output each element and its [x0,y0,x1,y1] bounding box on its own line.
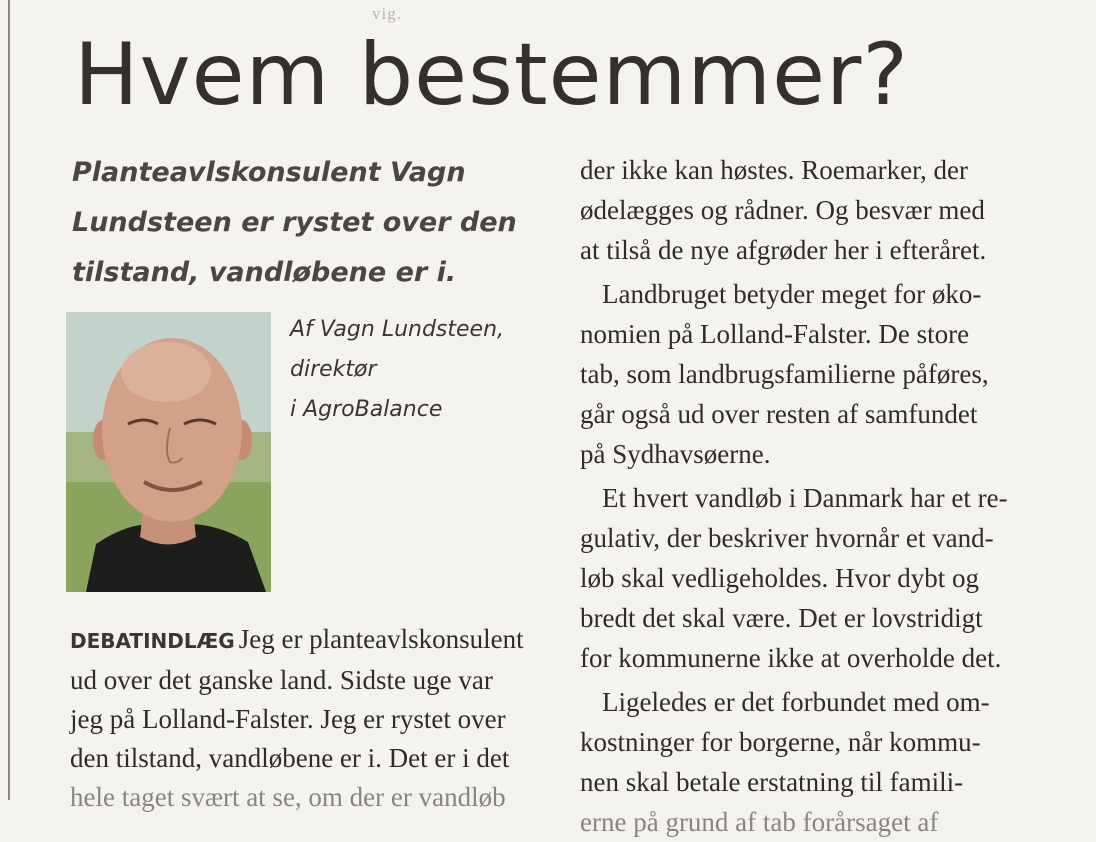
body-line: at tilså de nye afgrøder her i efteråret. [580,235,987,265]
body-line: for kommunerne ikke at overholde det. [580,643,1002,673]
byline [290,310,504,430]
byline-company: i AgroBalance [290,397,443,422]
article-body-left [70,620,548,817]
body-line-cropped: erne på grund af tab forårsaget af [580,807,939,837]
body-line: der ikke kan høstes. Roemarker, der [580,155,969,185]
body-line: gulativ, der beskriver hvornår et vand- [580,523,994,553]
body-line: løb skal vedligeholdes. Hvor dybt og [580,563,979,593]
article-headline: Hvem bestemmer? [74,25,909,125]
byline-author: Af Vagn Lundsteen, [290,317,505,342]
lead-line: tilstand, vandløbene er i. [72,257,457,288]
author-photo [66,312,271,592]
body-line: Landbruget betyder meget for øko- [602,279,982,309]
body-line: nen skal betale erstatning til famili- [580,767,964,797]
body-line: kostninger for borgerne, når kommu- [580,727,981,757]
body-line-cropped: hele taget svært at se, om der er vandløb [70,782,506,812]
body-line: den tilstand, vandløbene er i. Det er i det [70,743,510,773]
article-body-right [580,150,1060,842]
body-line: på Sydhavsøerne. [580,439,771,469]
lead-line: Lundsteen er rystet over den [72,207,517,238]
body-line [70,620,548,661]
article-lead [72,148,552,298]
body-line: Et hvert vandløb i Danmark har et re- [602,483,1008,513]
section-kicker: DEBATINDLÆG [70,629,235,653]
body-line: bredt det skal være. Det er lovstridigt [580,603,983,633]
body-line: ud over det ganske land. Sidste uge var [70,665,493,695]
body-line: går også ud over resten af samfundet [580,399,978,429]
body-line: jeg på Lolland-Falster. Jeg er rystet over [70,704,506,734]
lead-line: Planteavlskonsulent Vagn [72,157,466,188]
body-line: ødelægges og rådner. Og besvær med [580,195,985,225]
body-line: Ligeledes er det forbundet med om- [602,687,990,717]
page-edge-line [8,0,10,800]
masthead-fragment: vig. [372,4,402,23]
body-line: nomien på Lolland-Falster. De store [580,319,970,349]
byline-title: direktør [290,357,377,382]
body-text: Jeg er planteavlskonsulent [238,624,524,654]
body-line: tab, som landbrugsfamilierne påføres, [580,359,989,389]
